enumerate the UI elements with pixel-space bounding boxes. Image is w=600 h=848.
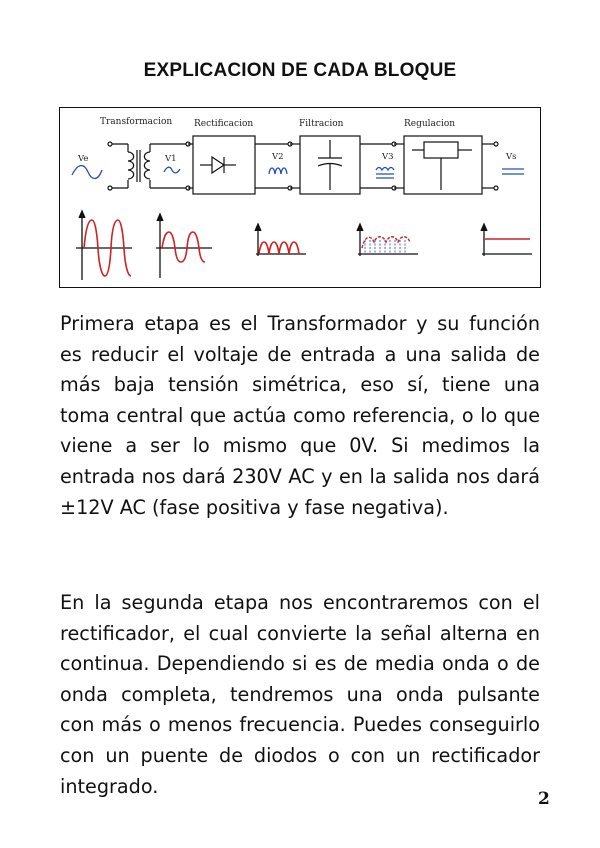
block-diagram-svg <box>60 108 539 286</box>
ve-sine-icon <box>72 166 102 179</box>
block-diagram <box>59 107 541 288</box>
signal-label-vs: Vs <box>506 152 517 162</box>
page-number: 2 <box>538 789 550 809</box>
paragraph-transformer: Primera etapa es el Transformador y su función es reducir el voltaje de entrada a una salida de más baja tensión simétrica, eso sí, tiene una toma central que actúa como referencia, o lo que viene a ser lo mismo que 0V. Si medimos la entrada nos dará 230V AC y en la salida nos dará ±12V AC (fase positiva y fase negativa). <box>60 312 540 519</box>
rectified-wave <box>259 242 299 254</box>
v2-pulse-icon <box>269 168 287 174</box>
paragraph-rectifier: En la segunda etapa nos encontraremos con el rectificador, el cual convierte la señal alterna en continua. Dependiendo si es de media onda o de onda completa, tendremos una onda pulsante con más o menos frecuencia. Puedes conseguirlo con un puente de diodos o con un rectificador integrado. <box>60 591 540 798</box>
signal-label-v2: V2 <box>272 152 284 162</box>
page-title: EXPLICACION DE CADA BLOQUE <box>143 60 457 81</box>
filtered-wave <box>362 237 410 248</box>
v3-ripple-icon <box>376 168 394 171</box>
signal-label-ve: Ve <box>78 154 89 164</box>
stage-label-filtracion: Filtracion <box>299 119 344 129</box>
signal-label-v3: V3 <box>382 152 394 162</box>
stage-label-transformacion: Transformacion <box>100 117 173 127</box>
signal-label-v1: V1 <box>165 154 177 164</box>
circuit-wiring <box>108 136 498 194</box>
stage-label-regulacion: Regulacion <box>404 119 456 129</box>
stage-label-rectificacion: Rectificacion <box>194 119 254 129</box>
v1-sine-icon <box>164 167 180 173</box>
waveform-plots <box>76 211 532 280</box>
transformer-output-wave <box>162 232 205 262</box>
